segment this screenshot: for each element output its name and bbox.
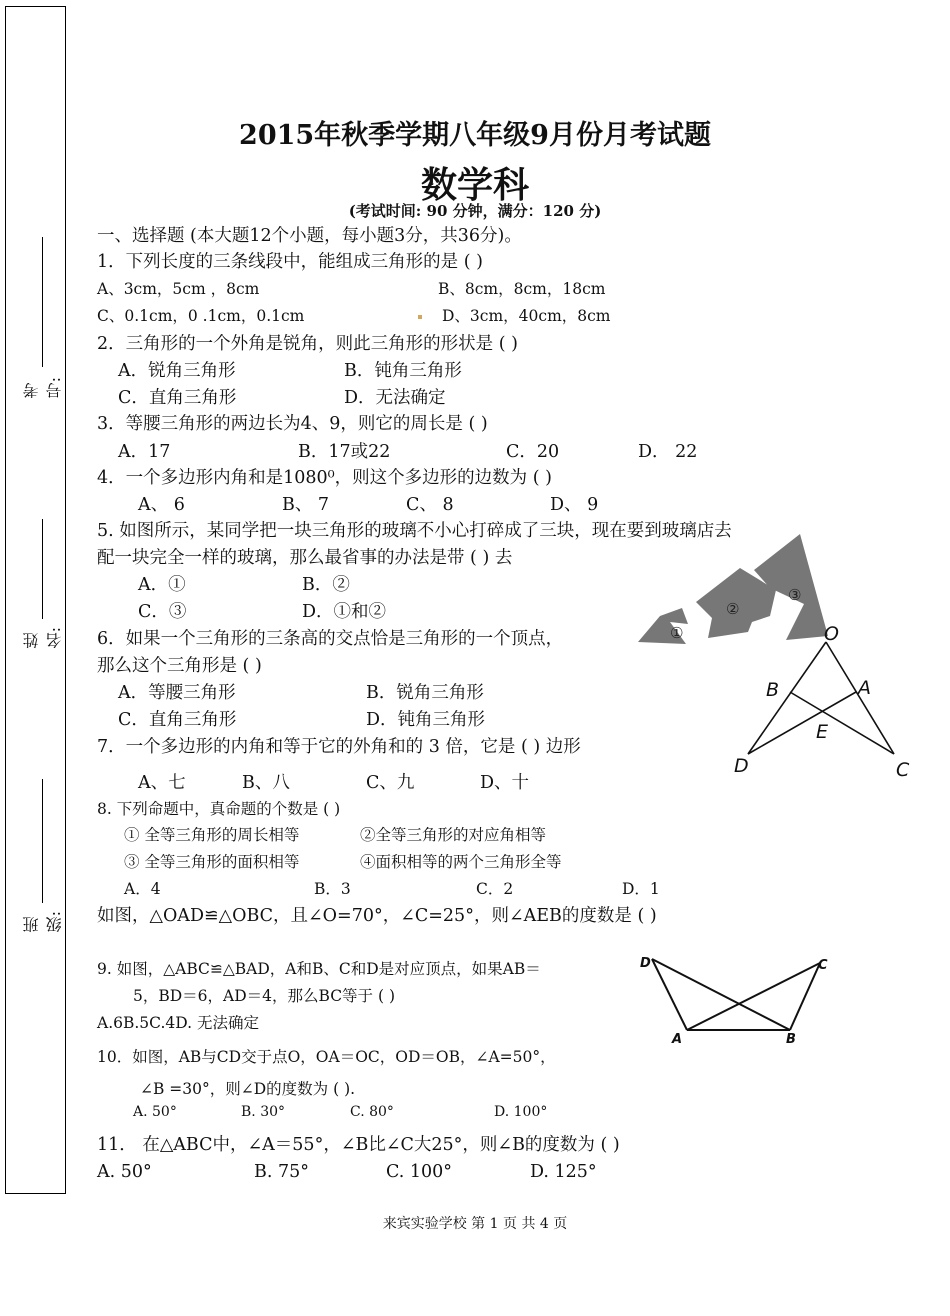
q9-options: A.6B.5C.4D. 无法确定: [97, 1014, 259, 1032]
q10-option-a: A. 50°: [133, 1104, 177, 1120]
q8-statement-3: ③ 全等三角形的面积相等: [124, 853, 300, 871]
q5-option-d: D．①和②: [302, 602, 387, 622]
label-e: E: [816, 721, 829, 743]
q3-option-c: C．20: [506, 442, 560, 462]
segment-od: [748, 642, 829, 754]
q7-option-a: A、七: [138, 773, 186, 793]
q6-option-c: C．直角三角形: [118, 710, 237, 730]
label-c: C: [818, 958, 828, 973]
segment-da: [652, 959, 687, 1030]
q10-option-b: B. 30°: [241, 1104, 286, 1120]
segment-cb: [790, 692, 894, 754]
q11-option-c: C. 100°: [386, 1162, 453, 1182]
q11-option-d: D. 125°: [530, 1162, 597, 1182]
question-10-line2: ∠B =30°，则∠D的度数为 ( ).: [140, 1080, 356, 1098]
q8-statement-1: ① 全等三角形的周长相等: [124, 826, 300, 844]
exam-title: 2015年秋季学期八年级9月份月考试题: [239, 120, 711, 151]
question-3: 3．等腰三角形的两边长为4、9，则它的周长是 ( ): [97, 414, 488, 434]
segment-bc: [790, 963, 820, 1030]
question-5-line2: 配一块完全一样的玻璃，那么最省事的办法是带 ( ) 去: [97, 548, 513, 568]
q8-option-a: A．4: [124, 880, 161, 898]
subject-title: 数学科: [420, 164, 529, 206]
question-11: 11． 在△ABC中，∠A＝55°，∠B比∠C大25°，则∠B的度数为 ( ): [97, 1135, 620, 1155]
segment-da: [748, 692, 856, 754]
q2-option-d: D．无法确定: [344, 388, 446, 408]
q2-option-c: C．直角三角形: [118, 388, 237, 408]
label-o: O: [824, 623, 839, 645]
stray-mark: [418, 315, 422, 319]
exam-number-line: [42, 237, 43, 367]
exam-number-label: 考号:: [22, 377, 64, 399]
q10-option-c: C. 80°: [350, 1104, 394, 1120]
class-label: 班级:: [22, 911, 64, 933]
q4-option-d: D、 9: [550, 495, 599, 515]
label-a: A: [858, 677, 871, 699]
q3-option-b: B．17或22: [298, 442, 391, 462]
q6-option-b: B．锐角三角形: [366, 683, 484, 703]
glass-label-2: ②: [726, 600, 740, 618]
class-line: [42, 779, 43, 903]
q10-option-d: D. 100°: [494, 1104, 548, 1120]
page-footer: 来宾实验学校 第 1 页 共 4 页: [382, 1216, 568, 1232]
q4-option-a: A、 6: [138, 495, 185, 515]
q8-statement-2: ②全等三角形的对应角相等: [360, 826, 547, 844]
name-label: 姓名:: [22, 627, 64, 649]
q2-option-b: B．钝角三角形: [344, 361, 462, 381]
label-b: B: [766, 679, 780, 701]
q4-option-c: C、 8: [406, 495, 454, 515]
q7-option-c: C、九: [366, 773, 415, 793]
q1-option-d: D、3cm，40cm，8cm: [442, 307, 611, 325]
question-9: 9. 如图，△ABC≌△BAD，A和B、C和D是对应顶点，如果AB＝: [97, 960, 541, 978]
segment-ac: [687, 963, 820, 1030]
label-a: A: [672, 1032, 683, 1047]
q11-option-a: A. 50°: [97, 1162, 152, 1182]
question-4: 4．一个多边形内角和是1080⁰，则这个多边形的边数为 ( ): [97, 468, 552, 488]
q8-option-c: C．2: [476, 880, 514, 898]
label-d: D: [640, 956, 651, 971]
q1-option-b: B、8cm，8cm，18cm: [438, 280, 606, 298]
q4-option-b: B、 7: [282, 495, 330, 515]
triangle-oad-obc-figure: [728, 618, 918, 788]
section-heading: 一、选择题 (本大题12个小题，每小题3分，共36分)。: [97, 226, 522, 246]
q3-option-d: D． 22: [638, 442, 698, 462]
question-7: 7．一个多边形的内角和等于它的外角和的 3 倍，它是 ( ) 边形: [97, 737, 581, 757]
q6-option-a: A．等腰三角形: [118, 683, 236, 703]
glass-label-1: ①: [670, 624, 684, 642]
q5-option-a: A．①: [138, 575, 186, 595]
question-9-line2: 5，BD＝6，AD＝4，那么BC等于 ( ): [133, 987, 396, 1005]
q7-option-b: B、八: [242, 773, 290, 793]
q7-option-d: D、十: [480, 773, 530, 793]
q5-option-b: B．②: [302, 575, 350, 595]
exam-info: (考试时间: 90 分钟，满分：120 分): [348, 202, 602, 220]
q11-option-b: B. 75°: [254, 1162, 310, 1182]
q1-option-a: A、3cm，5cm ，8cm: [97, 280, 260, 298]
question-1: 1．下列长度的三条线段中，能组成三角形的是 ( ): [97, 252, 483, 272]
question-6-line2: 那么这个三角形是 ( ): [97, 656, 262, 676]
q3-option-a: A．17: [118, 442, 171, 462]
q8-option-d: D．1: [622, 880, 660, 898]
label-b: B: [786, 1032, 796, 1047]
q8-option-b: B．3: [314, 880, 351, 898]
question-8: 8. 下列命题中，真命题的个数是 ( ): [97, 800, 341, 818]
q6-option-d: D．钝角三角形: [366, 710, 486, 730]
label-c: C: [896, 759, 910, 781]
label-d: D: [734, 755, 749, 777]
glass-label-3: ③: [788, 586, 802, 604]
question-6: 6．如果一个三角形的三条高的交点恰是三角形的一个顶点，: [97, 629, 564, 649]
q8-statement-4: ④面积相等的两个三角形全等: [360, 853, 562, 871]
question-2: 2．三角形的一个外角是锐角，则此三角形的形状是 ( ): [97, 334, 518, 354]
question-10: 10．如图，AB与CD交于点O，OA＝OC，OD＝OB，∠A=50°，: [97, 1048, 556, 1066]
q2-option-a: A．锐角三角形: [118, 361, 236, 381]
q1-option-c: C、0.1cm，0 .1cm，0.1cm: [97, 307, 305, 325]
question-5: 5. 如图所示，某同学把一块三角形的玻璃不小心打碎成了三块，现在要到玻璃店去: [97, 521, 732, 541]
name-line: [42, 519, 43, 619]
segment-db: [652, 959, 790, 1030]
question-aeb: 如图，△OAD≌△OBC，且∠O=70°，∠C=25°，则∠AEB的度数是 ( ): [97, 906, 657, 926]
q5-option-c: C．③: [138, 602, 187, 622]
quadrilateral-abcd-figure: [632, 945, 842, 1055]
